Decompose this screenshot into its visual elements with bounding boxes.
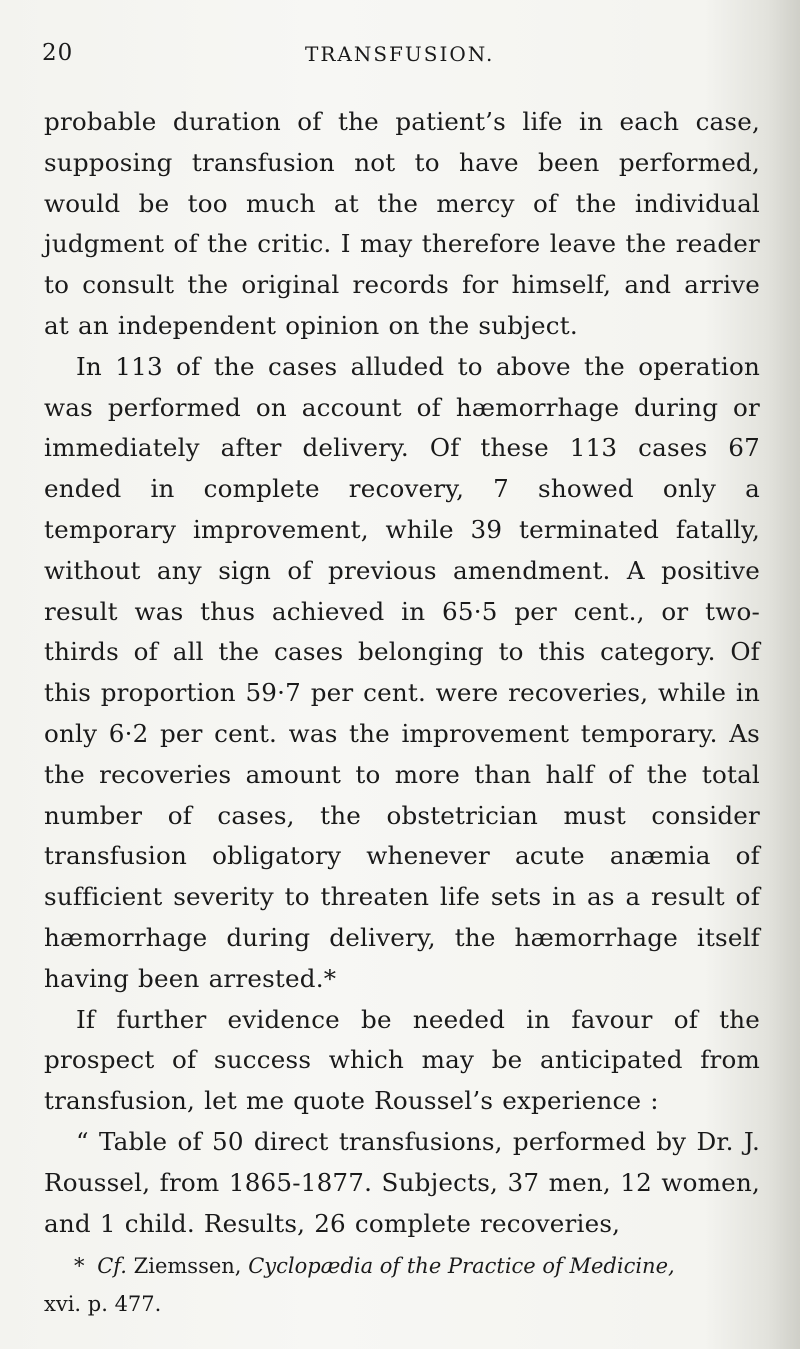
footnote-locator: xvi. p. 477. xyxy=(44,1292,162,1316)
footnote-author: Ziemssen, xyxy=(133,1254,242,1278)
footnote-marker: * xyxy=(74,1254,85,1278)
paragraph-roussel-quote: “ Table of 50 direct transfusions, performed by Dr. J. Roussel, from 1865-1877. Subjects, 37 men, 12 women, and 1 child. Results, 26 complete recoveries, xyxy=(44,1126,760,1238)
page-number: 20 xyxy=(42,40,74,66)
body-text xyxy=(44,102,760,1244)
footnote-cf: Cf. xyxy=(97,1254,127,1278)
footnote-work-title: Cyclopædia of the Practice of Medicine, xyxy=(248,1254,675,1278)
paragraph-continuation: probable duration of the patient’s life in each case, supposing transfusion not to have been performed, would be too much at the mercy of the individual judgment of the critic. I may therefore leave the reader to consult the original records for himself, and arrive at an independent opinion on the subject. xyxy=(44,107,760,340)
paragraph-further-evidence: If further evidence be needed in favour of the prospect of success which may be anticipated from transfusion, let me quote Roussel’s experience : xyxy=(44,1004,760,1116)
running-title: TRANSFUSION. xyxy=(305,42,495,66)
footnote xyxy=(44,1247,764,1323)
running-head xyxy=(42,40,762,74)
paragraph-haemorrhage-cases: In 113 of the cases alluded to above the operation was performed on account of hæmorrhage during or immediately after delivery. Of these 113 cases 67 ended in complete recovery, 7 showed only a temporary improvement, while 39 terminated fatally, without any sign of previous amendment. A positive result was thus achieved in 65·5 per cent., or two-thirds of all the cases belonging to this category. Of this proportion 59·7 per cent. were recoveries, while in only 6·2 per cent. was the improvement temporary. As the recoveries amount to more than half of the total number of cases, the obstetrician must consider transfusion obligatory whenever acute anæmia of sufficient severity to threaten life sets in as a result of hæmorrhage during delivery, the hæmorrhage itself having been arrested.* xyxy=(44,351,760,993)
